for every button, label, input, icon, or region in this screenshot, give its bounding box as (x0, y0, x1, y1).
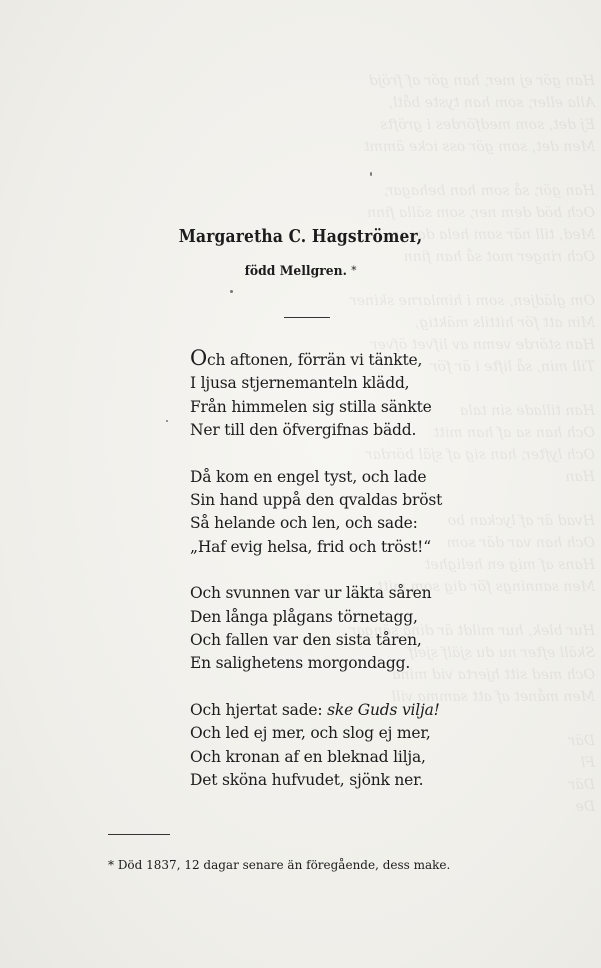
poem-line: En salighetens morgondagg. (190, 654, 411, 673)
poem-body (190, 348, 490, 816)
stanza (190, 699, 490, 792)
subtitle-text: född Mellgren. (244, 264, 347, 279)
poem-line: Och led ej mer, och slog ej mer, (190, 724, 431, 743)
poem-line (190, 699, 490, 722)
footnote-reference-mark: * (351, 264, 357, 277)
poem-subtitle (15, 264, 586, 279)
poem-title: Margaretha C. Hagströmer, (178, 226, 423, 247)
poem-line: Sin hand uppå den qvaldas bröst (190, 490, 443, 509)
poem-line: Från himmelen sig stilla sänkte (190, 397, 432, 416)
poem-line: Och svunnen var ur läkta såren (190, 584, 432, 603)
stanza (190, 348, 490, 442)
poem-line: Det sköna hufvudet, sjönk ner. (190, 770, 424, 789)
drop-cap: O (190, 346, 208, 370)
print-speck (166, 420, 168, 422)
poem-line: I ljusa stjernemanteln klädd, (190, 374, 410, 393)
poem-line: Den långa plågans törnetagg, (190, 607, 418, 626)
poem-line: „Haf evig helsa, frid och tröst!“ (190, 537, 431, 556)
print-speck (370, 172, 372, 176)
stanza (190, 582, 490, 675)
bleed-through-text: Han gör ej mer, han gör af fröjd Alla eller, som han tyste båtl, Ej det, som medfördes i gröfts Men det, som gör oss icke ämmt Han gör, så som han behagar, Och böd dem ner, som sälla finn Med, till när som hela dagar Och ringer mot så han finn Om glädjen, som i himlarne skiner Min att för hittils mäktig, Han störde vemn av lifvet öfver Till min, så lifte i är för Han tillade sin tala Och han sa af han mitt Och lyfter, han sig af själ bördar Han Hvad är af lyckan bo Och han var där som Hans af mig en helighet Men sannings för dig som mitt Hur blek, hur mildt är dina sängar Skäll efter nu du själf sjelf Och med sitt hjerta vid mina Men månet af att samma vill Där Fl Där De (349, 73, 595, 815)
poem-line (190, 348, 490, 372)
poem-line-text: Och hjertat sade: (190, 701, 328, 720)
poem-line-rest: ch aftonen, förrän vi tänkte, (207, 351, 423, 369)
title-divider (284, 317, 330, 318)
footnote: * Död 1837, 12 dagar senare än föregående, dess make. (108, 858, 451, 872)
poem-line: Så helande och len, och sade: (190, 514, 418, 533)
poem-line: Och kronan af en bleknad lilja, (190, 747, 426, 766)
print-speck (230, 290, 233, 293)
stanza (190, 466, 490, 559)
poem-line: Och fallen var den sista tåren, (190, 630, 422, 649)
footnote-divider (108, 834, 170, 835)
emphasized-text: ske Guds vilja! (327, 701, 440, 720)
poem-line: Då kom en engel tyst, och lade (190, 467, 427, 486)
poem-line: Ner till den öfvergifnas bädd. (190, 420, 417, 439)
